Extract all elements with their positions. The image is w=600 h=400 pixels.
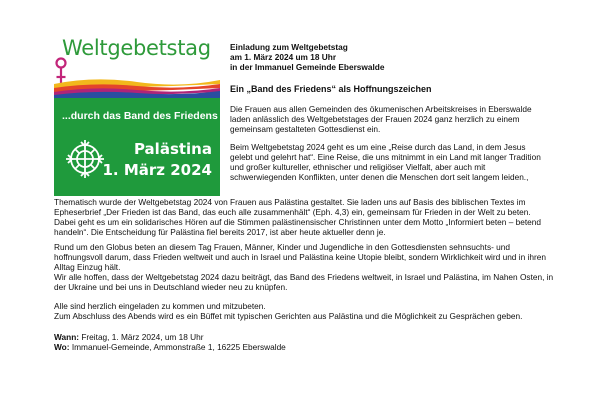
section-heading: Ein „Band des Friedens“ als Hoffnungszeichen bbox=[230, 84, 432, 94]
paragraph-hope: Wir alle hoffen, dass der Weltgebetstag 2024 dazu beiträgt, das Band des Friedens weltweit, in Israel und Palästina, im Nahen Osten, in der Ukraine und bei uns in Deutschland wieder neu zu knüpfen. bbox=[54, 272, 554, 292]
logo-title: Weltgebetstag bbox=[62, 36, 211, 60]
logo-green-panel bbox=[54, 98, 220, 196]
when-value: Freitag, 1. März 2024, um 18 Uhr bbox=[79, 332, 204, 342]
paragraph-prayer: Rund um den Globus beten an diesem Tag Frauen, Männer, Kinder und Jugendliche in den Gottesdiensten sehnsuchts- und hoffnungsvoll darum, dass Frieden weltweit und auch in Israel und Palästina keine Utopie bleibt, sondern Wirklichkeit wird und in ihren Alltag Einzug hält. bbox=[54, 242, 546, 272]
logo-slogan: ...durch das Band des Friedens bbox=[62, 110, 218, 122]
invitation-title: Einladung zum Weltgebetstag bbox=[230, 42, 348, 52]
paragraph-welcome: Alle sind herzlich eingeladen zu kommen und mitzubeten. bbox=[54, 301, 266, 311]
logo-country: Palästina bbox=[133, 140, 212, 158]
event-when bbox=[54, 332, 204, 342]
embroidered-cross-icon bbox=[64, 138, 106, 180]
paragraph-theme: Thematisch wurde der Weltgebetstag 2024 von Frauen aus Palästina gestaltet. Sie laden uns auf Basis des biblischen Textes im Epheserbrief „Der Frieden ist das Band, das euch alle zusammenhält“ (Eph. 4,3) ein, gemeinsam für Frieden in der Welt zu beten. Dabei geht es um ein solidarisches Hören auf die Stimmen palästinensischer Christinnen unter dem Motto „Informiert beten – betend handeln“. Die Entscheidung für Palästina fiel bereits 2017, ist aber heute aktueller denn je. bbox=[54, 197, 542, 237]
paragraph-intro: Die Frauen aus allen Gemeinden des ökumenischen Arbeitskreises in Eberswalde laden anlässlich des Weltgebetstages der Frauen 2024 ganz herzlich zu einem gemeinsam gestalteten Gottesdienst ein. bbox=[230, 104, 532, 134]
event-where bbox=[54, 342, 286, 352]
where-value: Immanuel-Gemeinde, Ammonstraße 1, 16225 Eberswalde bbox=[69, 342, 286, 352]
logo-header bbox=[54, 34, 220, 96]
weltgebetstag-logo bbox=[54, 34, 220, 196]
invitation-location: in der Immanuel Gemeinde Eberswalde bbox=[230, 62, 385, 72]
logo-date: 1. März 2024 bbox=[102, 161, 212, 179]
where-label: Wo: bbox=[54, 342, 70, 352]
paragraph-journey: Beim Weltgebetstag 2024 geht es um eine „Reise durch das Land, in dem Jesus gelebt und gelehrt hat“. Eine Reise, die uns mitnimmt in ein Land mit langer Tradition und großer kultureller, ethnischer und religiöser Vielfalt, aber auch mit schwerwiegenden Konflikten, unter denen die Menschen dort seit langem leiden., bbox=[230, 142, 541, 182]
invitation-date: am 1. März 2024 um 18 Uhr bbox=[230, 52, 337, 62]
paragraph-buffet: Zum Abschluss des Abends wird es ein Büffet mit typischen Gerichten aus Palästina und die Möglichkeit zu Gesprächen geben. bbox=[54, 311, 523, 321]
rainbow-band-graphic bbox=[54, 70, 220, 98]
when-label: Wann: bbox=[54, 332, 80, 342]
